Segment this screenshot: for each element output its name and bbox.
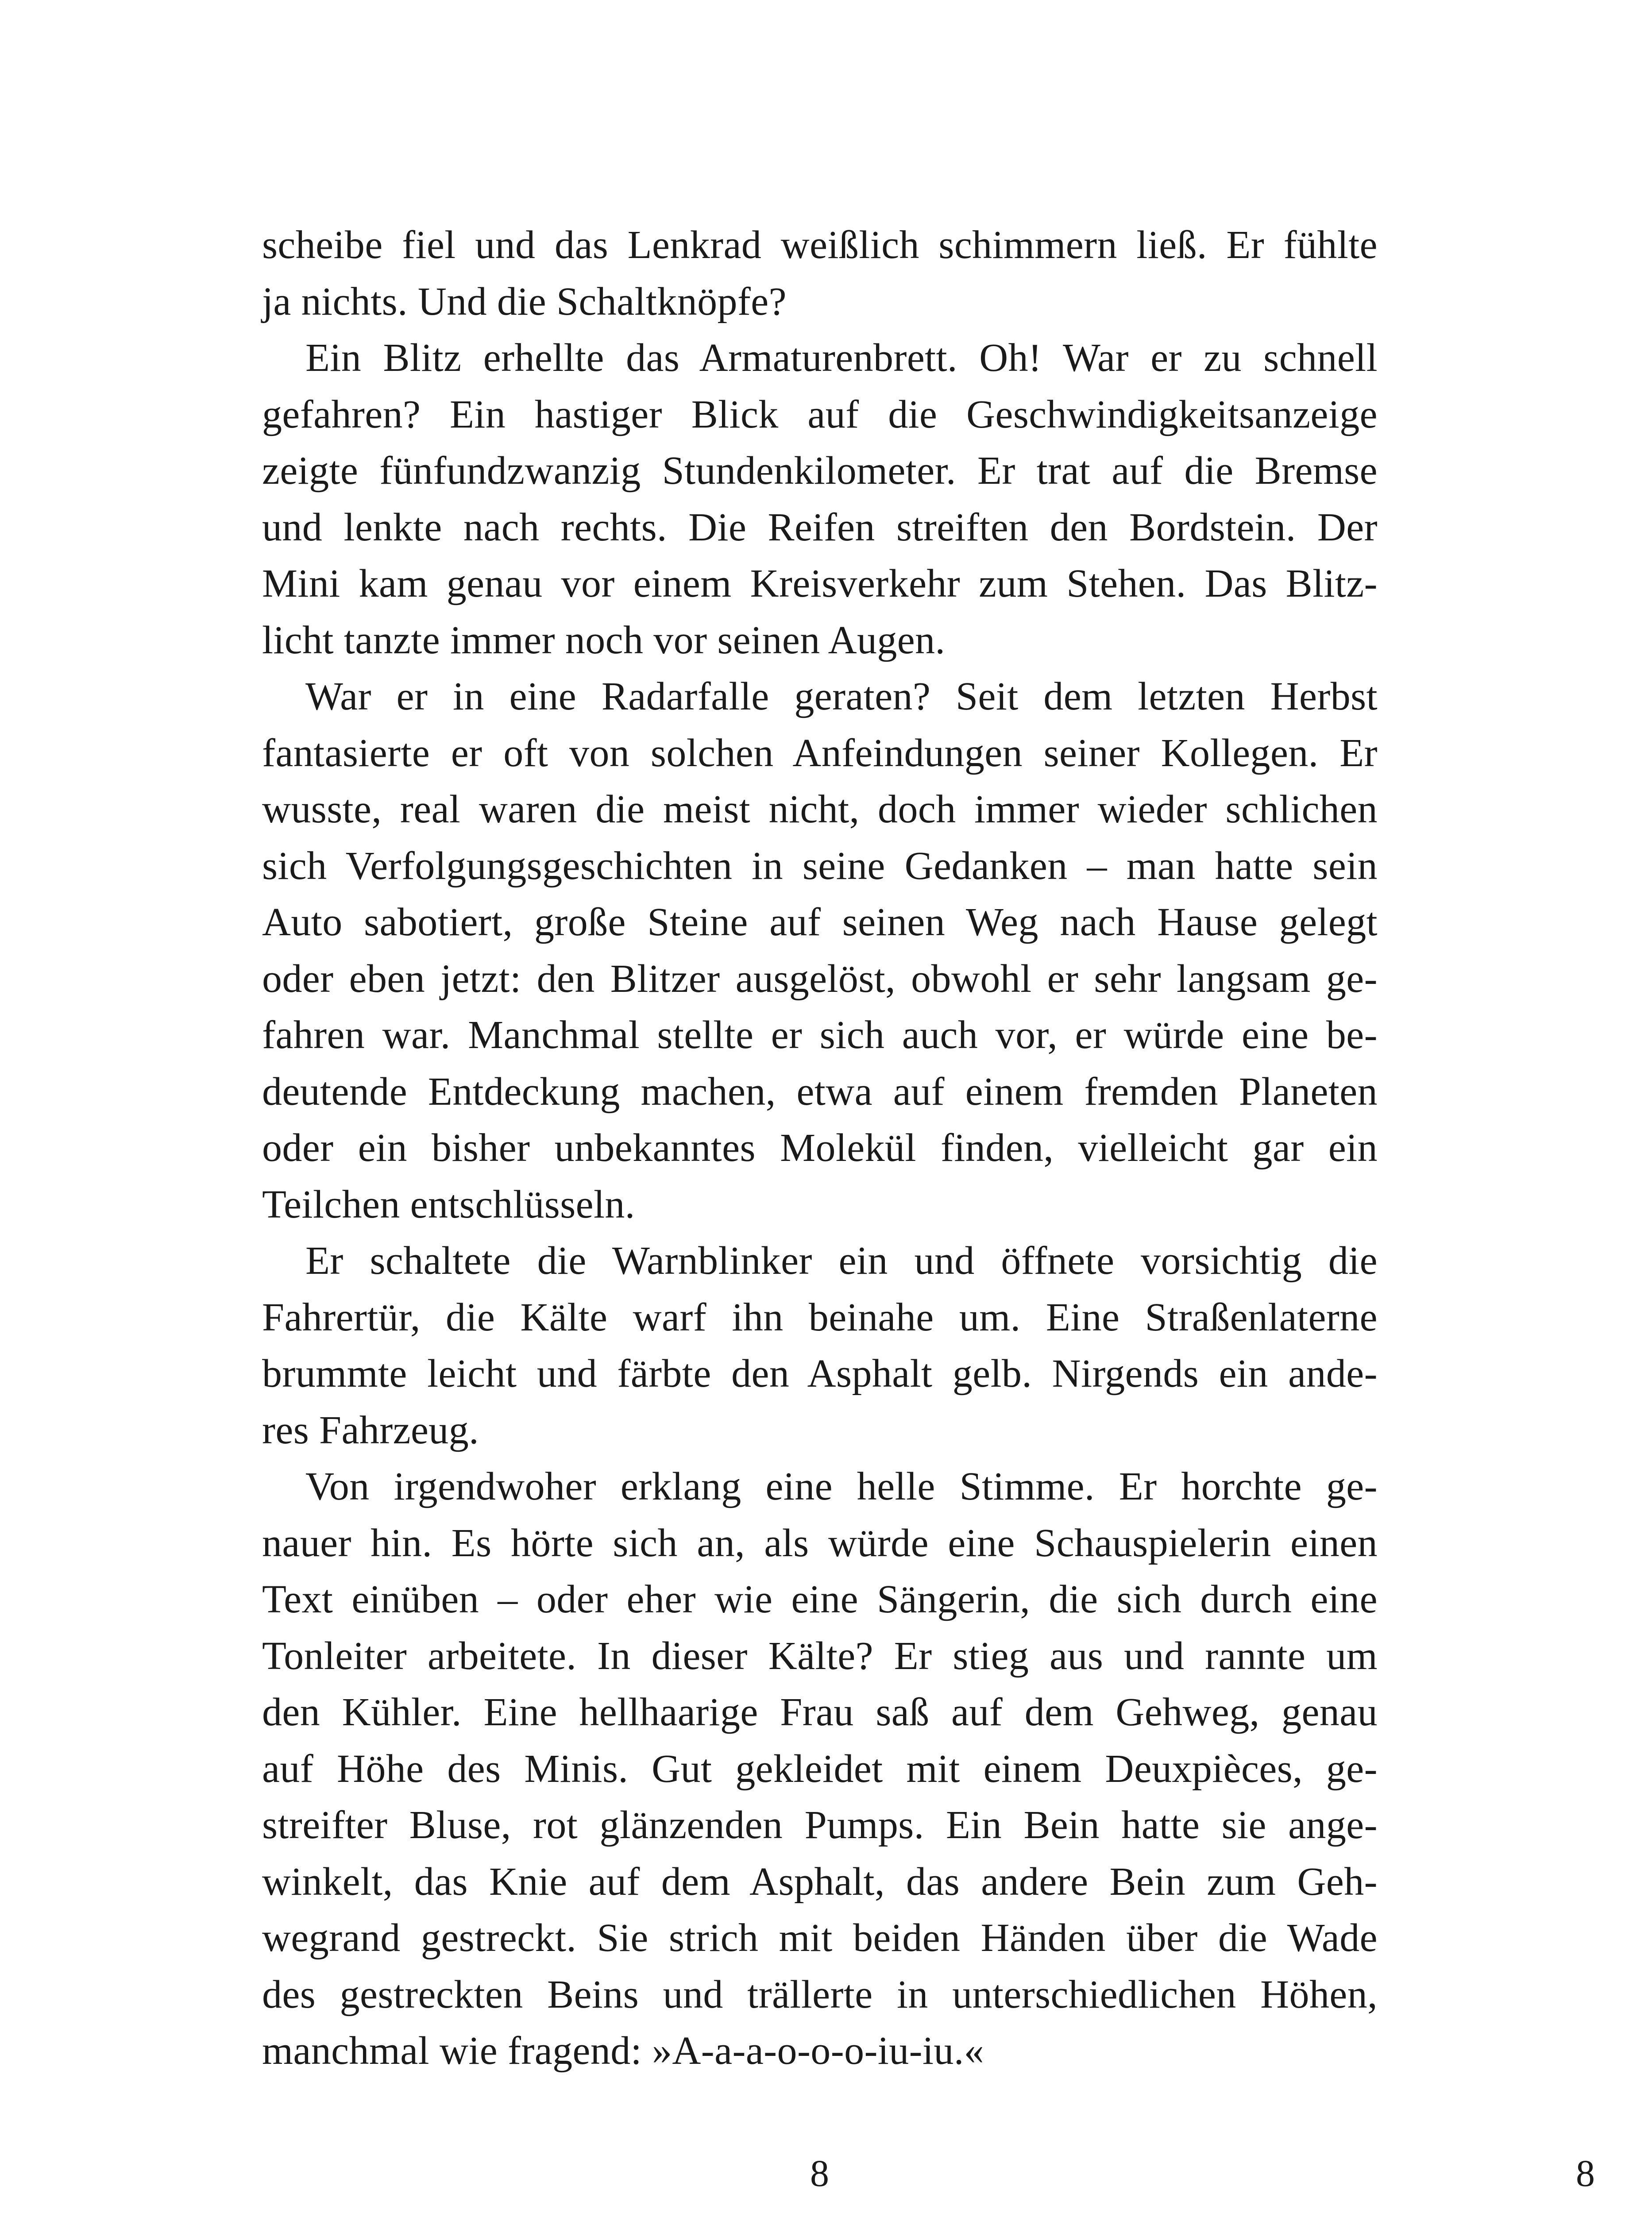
text-line: Er schaltete die Warnblinker ein und öffnete vorsichtig die [305,1239,1378,1283]
text-line: manchmal wie fragend: »A-a-a-o-o-o-iu-iu.« [262,2029,984,2073]
text-line: gefahren? Ein hastiger Blick auf die Geschwindigkeitsanzeige [262,392,1378,436]
text-line: War er in eine Radarfalle geraten? Seit dem letzten Herbst [305,675,1378,718]
text-line: winkelt, das Knie auf dem Asphalt, das andere Bein zum Geh- [262,1859,1378,1904]
text-line: res Fahrzeug. [262,1408,479,1452]
text-line: und lenkte nach rechts. Die Reifen streiften den Bordstein. Der [262,505,1378,549]
text-line: Ein Blitz erhellte das Armaturenbrett. Oh! War er zu schnell [305,336,1378,380]
text-line: Fahrertür, die Kälte warf ihn beinahe um. Eine Straßenlaterne [262,1295,1378,1339]
text-line: fahren war. Manchmal stellte er sich auch vor, er würde eine be- [262,1013,1378,1057]
page-number: 8 [810,2152,829,2194]
text-line: zeigte fünfundzwanzig Stundenkilometer. Er trat auf die Bremse [262,449,1378,493]
text-line: den Kühler. Eine hellhaarige Frau saß auf dem Gehweg, genau [262,1690,1378,1734]
text-line: wusste, real waren die meist nicht, doch immer wieder schlichen [262,787,1378,831]
text-line: Von irgendwoher erklang eine helle Stimme. Er horchte ge- [305,1465,1378,1508]
text-line: auf Höhe des Minis. Gut gekleidet mit einem Deuxpièces, ge- [262,1746,1378,1791]
text-line: oder ein bisher unbekanntes Molekül finden, vielleicht gar ein [262,1126,1378,1170]
text-line: Mini kam genau vor einem Kreisverkehr zum Stehen. Das Blitz- [262,562,1378,605]
text-line: brummte leicht und färbte den Asphalt gelb. Nirgends ein ande- [262,1352,1378,1396]
text-line: Text einüben – oder eher wie eine Sängerin, die sich durch eine [262,1577,1378,1621]
text-line: licht tanzte immer noch vor seinen Augen. [262,618,946,662]
text-line: Teilchen entschlüsseln. [262,1182,635,1226]
text-line: streifter Bluse, rot glänzenden Pumps. Ein Bein hatte sie ange- [262,1803,1378,1847]
text-line: des gestreckten Beins und trällerte in unterschiedlichen Höhen, [262,1972,1378,2016]
text-line: fantasierte er oft von solchen Anfeindungen seiner Kollegen. Er [262,731,1378,775]
body-text [262,217,1378,2079]
text-line: oder eben jetzt: den Blitzer ausgelöst, obwohl er sehr langsam ge- [262,956,1378,1001]
text-line: Auto sabotiert, große Steine auf seinen Weg nach Hause gelegt [262,900,1378,944]
page-number-outer: 8 [1576,2152,1595,2194]
text-line: wegrand gestreckt. Sie strich mit beiden Händen über die Wade [262,1916,1378,1960]
text-line: ja nichts. Und die Schaltknöpfe? [262,279,787,324]
text-line: Tonleiter arbeitete. In dieser Kälte? Er stieg aus und rannte um [262,1634,1378,1678]
text-line: deutende Entdeckung machen, etwa auf einem fremden Planeten [262,1069,1378,1114]
text-line: nauer hin. Es hörte sich an, als würde eine Schauspielerin einen [262,1521,1378,1565]
text-line: scheibe fiel und das Lenkrad weißlich schimmern ließ. Er fühlte [262,223,1378,267]
text-line: sich Verfolgungsgeschichten in seine Gedanken – man hatte sein [262,844,1378,888]
